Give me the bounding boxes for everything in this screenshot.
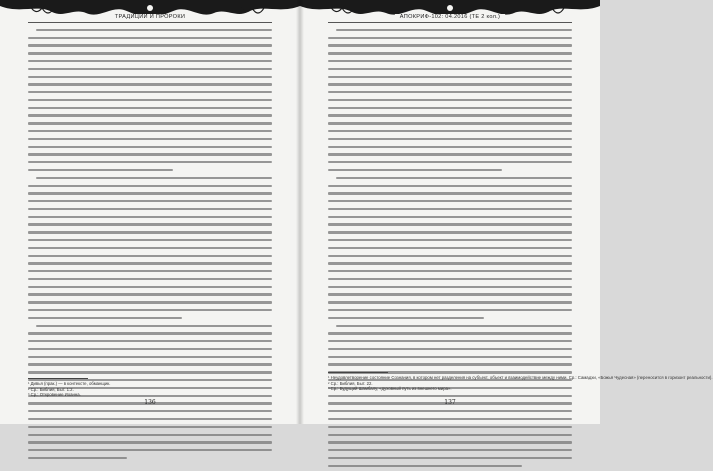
text-line — [28, 122, 272, 128]
text-line — [28, 52, 272, 58]
footnote-rule — [328, 372, 388, 373]
footnotes — [328, 375, 713, 392]
text-line — [28, 91, 272, 97]
text-line — [328, 418, 572, 424]
text-line — [328, 301, 572, 307]
text-line — [28, 418, 272, 424]
text-line — [28, 200, 272, 206]
text-line — [328, 449, 572, 455]
footnote-2: ² Ср.: Библия, Быт. 22. — [328, 380, 373, 386]
footnote-2: ² Ср.: Библия, Быт. 1:2. — [28, 386, 74, 392]
header-rule — [328, 22, 572, 23]
text-line — [328, 138, 572, 144]
running-head: ТРАДИЦИИ И ПРОРОКИ — [0, 14, 300, 20]
text-line — [28, 457, 272, 463]
text-line — [328, 426, 572, 432]
text-line — [28, 216, 272, 222]
text-line — [28, 340, 272, 346]
text-line — [328, 223, 572, 229]
text-line — [28, 278, 272, 284]
text-line — [28, 255, 272, 261]
text-line — [28, 293, 272, 299]
text-line — [328, 325, 572, 331]
text-line — [328, 441, 572, 447]
text-line — [28, 208, 272, 214]
text-line — [28, 169, 272, 175]
text-line — [28, 185, 272, 191]
text-line — [28, 192, 272, 198]
text-line — [328, 309, 572, 315]
footnotes — [28, 381, 272, 398]
left-page — [0, 0, 300, 424]
text-line — [28, 449, 272, 455]
footnote-1: ¹ Неудовлетворение состояние Сознания, в котором нет разделения на субъект, объект и взаимодействие между ними. Ср.: Самадхи, «Божья Чудесная» (переносится в горизонт реальности). — [328, 375, 713, 380]
text-line — [28, 177, 272, 183]
text-line — [328, 356, 572, 362]
text-line — [28, 130, 272, 136]
text-line — [328, 270, 572, 276]
text-line — [28, 332, 272, 338]
text-line — [28, 114, 272, 120]
running-head: АПОКРИФ-102: 04.2016 (ТЕ 2 кол.) — [300, 14, 600, 20]
text-line — [28, 434, 272, 440]
text-line — [28, 356, 272, 362]
text-line — [28, 301, 272, 307]
text-line — [28, 371, 272, 377]
text-line — [328, 177, 572, 183]
text-line — [28, 348, 272, 354]
text-line — [328, 262, 572, 268]
text-line — [28, 231, 272, 237]
text-line — [28, 68, 272, 74]
text-line — [328, 52, 572, 58]
text-line — [328, 76, 572, 82]
page-number: 137 — [444, 399, 456, 406]
text-line — [328, 286, 572, 292]
text-line — [328, 99, 572, 105]
text-line — [328, 153, 572, 159]
text-line — [328, 169, 572, 175]
text-line — [28, 317, 272, 323]
text-line — [28, 146, 272, 152]
text-line — [328, 239, 572, 245]
text-line — [28, 262, 272, 268]
text-line — [328, 340, 572, 346]
footnote-1: ¹ Дивья (прак.) — в контексте, обманщик. — [28, 381, 111, 386]
page-number: 136 — [144, 399, 156, 406]
text-line — [28, 153, 272, 159]
text-line — [328, 465, 572, 471]
text-line — [328, 29, 572, 35]
text-line — [28, 309, 272, 315]
text-line — [328, 107, 572, 113]
text-line — [328, 91, 572, 97]
text-line — [328, 231, 572, 237]
text-line — [328, 363, 572, 369]
text-line — [328, 434, 572, 440]
footnote-3: ³ Ср.: Откровение Иоанна. — [28, 392, 81, 398]
text-line — [328, 60, 572, 66]
text-line — [28, 76, 272, 82]
text-line — [328, 130, 572, 136]
text-line — [328, 317, 572, 323]
text-line — [28, 286, 272, 292]
text-line — [28, 29, 272, 35]
text-line — [328, 247, 572, 253]
text-line — [28, 410, 272, 416]
text-line — [28, 44, 272, 50]
text-line — [328, 200, 572, 206]
text-line — [328, 83, 572, 89]
text-line — [328, 293, 572, 299]
text-line — [328, 348, 572, 354]
footnote-3: ³ Ср.: Будущий Шамбалу, «духовный путь из внешнего мира». — [328, 386, 452, 392]
text-line — [328, 410, 572, 416]
text-line — [28, 37, 272, 43]
text-line — [28, 223, 272, 229]
text-line — [328, 44, 572, 50]
text-line — [28, 83, 272, 89]
text-line — [328, 146, 572, 152]
right-page — [300, 0, 713, 424]
text-line — [328, 114, 572, 120]
header-rule — [28, 22, 272, 23]
text-line — [28, 325, 272, 331]
text-line — [28, 363, 272, 369]
text-line — [28, 426, 272, 432]
text-line — [28, 138, 272, 144]
text-line — [328, 37, 572, 43]
text-line — [28, 270, 272, 276]
text-line — [328, 457, 572, 463]
text-line — [328, 208, 572, 214]
text-line — [28, 161, 272, 167]
book-gutter — [296, 0, 304, 424]
text-line — [328, 332, 572, 338]
text-line — [328, 192, 572, 198]
text-line — [28, 247, 272, 253]
text-line — [328, 255, 572, 261]
text-line — [328, 216, 572, 222]
text-line — [28, 107, 272, 113]
text-line — [28, 441, 272, 447]
text-line — [28, 239, 272, 245]
text-line — [328, 68, 572, 74]
text-line — [328, 185, 572, 191]
text-line — [328, 278, 572, 284]
text-line — [28, 99, 272, 105]
footnote-rule — [28, 378, 88, 379]
text-line — [328, 161, 572, 167]
text-line — [328, 122, 572, 128]
text-line — [28, 60, 272, 66]
